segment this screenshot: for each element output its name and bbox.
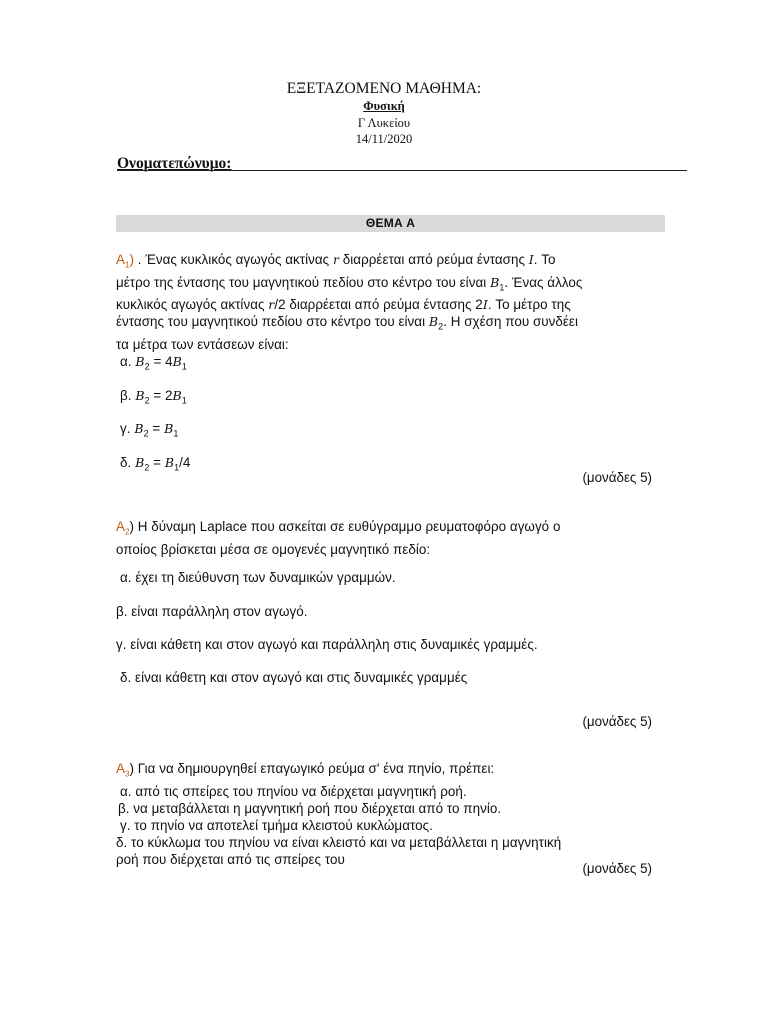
a1-marks: (μονάδες 5) [582, 470, 652, 485]
exam-title: ΕΞΕΤΑΖΟΜΕΝΟ ΜΑΘΗΜΑ: [286, 80, 482, 97]
question-a2-label: $A_2$ [116, 519, 130, 537]
a3-option-a: α. από τις σπείρες του πηνίου να διέρχεται μαγνητική ροή. [120, 783, 467, 799]
a3-option-d-cont: ροή που διέρχεται από τις σπείρες του [116, 851, 345, 867]
a2-marks: (μονάδες 5) [582, 714, 652, 729]
question-a1-label: $A_1$) [116, 252, 134, 270]
a2-option-d: δ. είναι κάθετη και στον αγωγό και στις δυναμικές γραμμές [120, 670, 468, 685]
a1-option-b: β. $B_2 = 2B_1$ [120, 388, 187, 406]
a2-option-b: β. είναι παράλληλη στον αγωγό. [116, 604, 308, 619]
a3-marks: (μονάδες 5) [582, 861, 652, 876]
question-a3 [116, 760, 676, 868]
question-a1-line-1: $A_1$) . Ένας κυκλικός αγωγός ακτίνας r διαρρέεται από ρεύμα έντασης I. Το [116, 252, 556, 270]
name-underline [117, 170, 687, 171]
question-a2 [116, 518, 676, 558]
exam-class: Γ Λυκείου [357, 116, 411, 130]
question-a3-label: $A_3$ [116, 761, 130, 779]
name-label: Ονοματεπώνυμο: [117, 155, 232, 172]
question-a1 [116, 251, 676, 353]
exam-date: 14/11/2020 [355, 132, 413, 146]
a3-option-c: γ. το πηνίο να αποτελεί τμήμα κλειστού κυκλώματος. [120, 817, 433, 833]
exam-subject: Φυσική [363, 99, 405, 113]
a1-option-c: γ. $B_2 = B_1$ [120, 421, 179, 439]
a3-option-d: δ. το κύκλωμα του πηνίου να είναι κλειστό και να μεταβάλλεται η μαγνητική [116, 834, 562, 850]
question-a1-line-4: έντασης του μαγνητικού πεδίου στο κέντρο του είναι $B_2$. Η σχέση που συνδέει [116, 314, 578, 333]
question-a3-line-1: $A_3$) Για να δημιουργηθεί επαγωγικό ρεύμα σ' ένα πηνίο, πρέπει: [116, 761, 495, 779]
question-a1-line-5: τα μέτρα των εντάσεων είναι: [116, 337, 289, 353]
question-a1-line-2: μέτρο της έντασης του μαγνητικού πεδίου στο κέντρο του είναι $B_1$. Ένας άλλος [116, 274, 583, 293]
a2-option-a: α. έχει τη διεύθυνση των δυναμικών γραμμών. [120, 570, 396, 585]
a1-option-a: α. $B_2 = 4B_1$ [120, 354, 187, 372]
a3-option-b: β. να μεταβάλλεται η μαγνητική ροή που διέρχεται από το πηνίο. [118, 800, 502, 816]
a1-option-d: δ. $B_2 = B_1/4$ [120, 455, 191, 473]
question-a1-line-3: κυκλικός αγωγός ακτίνας r/2 διαρρέεται από ρεύμα έντασης 2I. Το μέτρο της [116, 297, 571, 313]
question-a2-line-2: οποίος βρίσκεται μέσα σε ομογενές μαγνητικό πεδίο: [116, 541, 431, 557]
question-a2-line-1: $A_2$) Η δύναμη Laplace που ασκείται σε ευθύγραμμο ρευματοφόρο αγωγό ο [116, 519, 561, 537]
a2-option-c: γ. είναι κάθετη και στον αγωγό και παράλληλη στις δυναμικές γραμμές. [116, 637, 538, 652]
section-header: ΘΕΜΑ Α [116, 215, 665, 232]
